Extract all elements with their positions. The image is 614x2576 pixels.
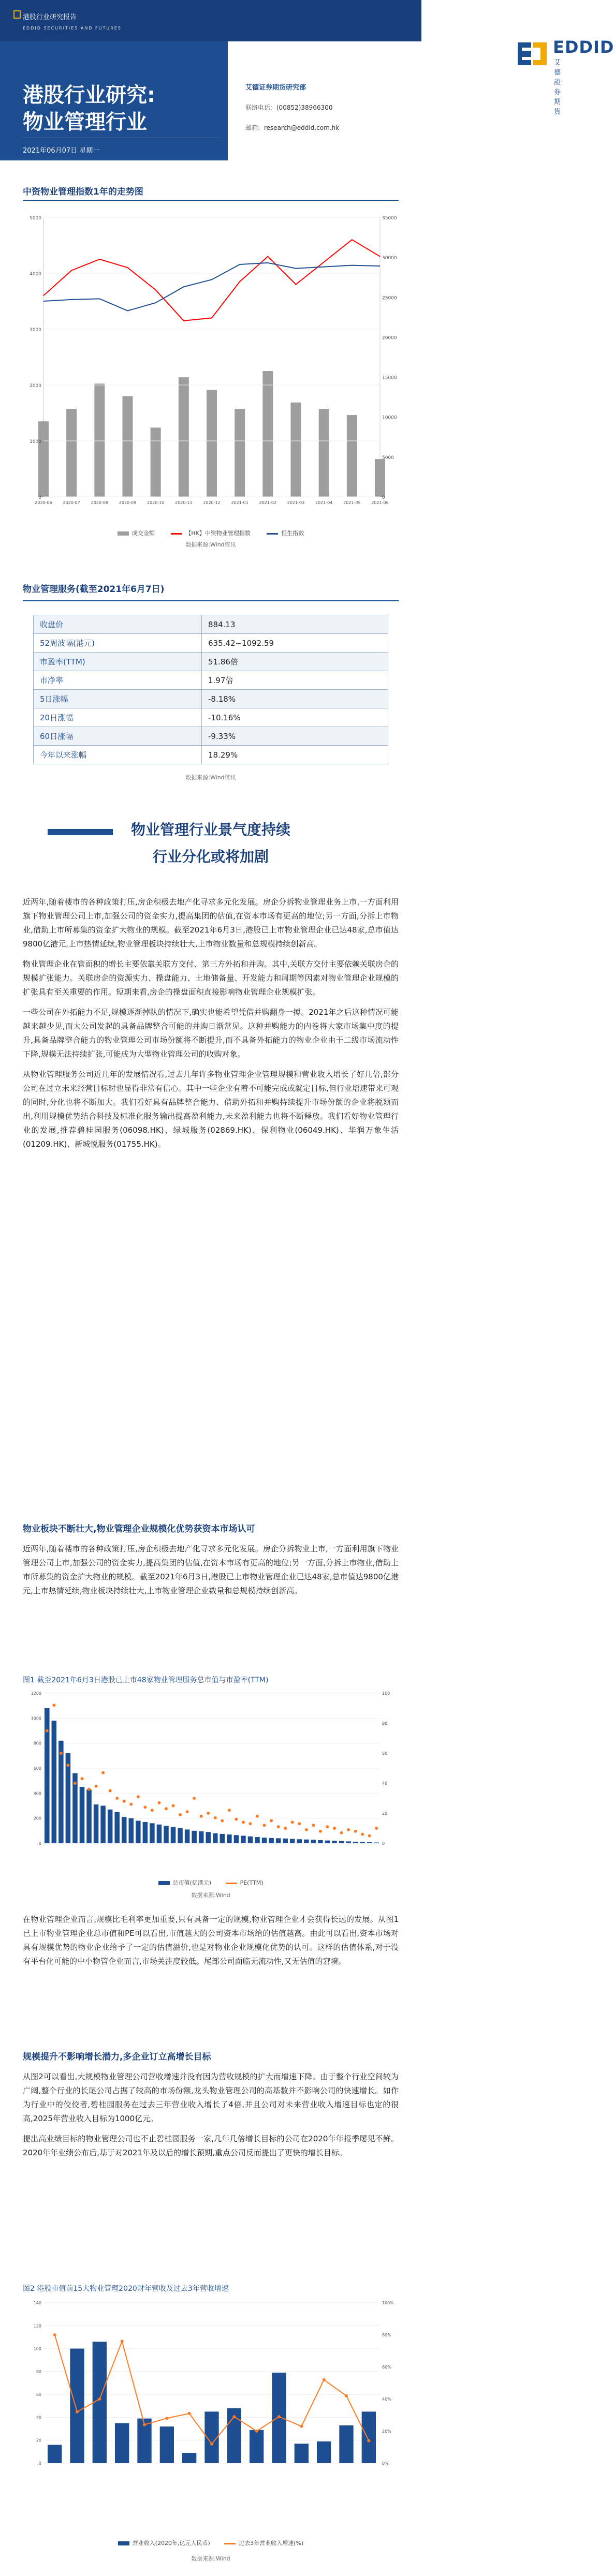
figure1-caption: 图1 截至2021年6月3日港股已上市48家物业管理服务总市值与市盈率(TTM) bbox=[23, 1676, 269, 1684]
legend-hsi-label: 恒生指数 bbox=[281, 530, 304, 537]
pe-point bbox=[109, 1789, 112, 1793]
pe-point bbox=[87, 1788, 91, 1791]
row-label: 今年以来涨幅 bbox=[34, 746, 202, 764]
y-left-tick: 1000 bbox=[30, 439, 41, 445]
growth-point bbox=[76, 2410, 79, 2414]
row-value: 884.13 bbox=[202, 615, 388, 634]
x-tick: 2021-01 bbox=[231, 500, 248, 505]
volume-bar bbox=[151, 427, 161, 497]
volume-bar bbox=[66, 409, 77, 497]
market-cap-bar bbox=[255, 1837, 260, 1843]
pm-index-line bbox=[43, 240, 380, 321]
report-date: 2021年06月07日 星期一 bbox=[23, 147, 100, 155]
pe-point bbox=[52, 1704, 55, 1707]
market-cap-bar bbox=[276, 1838, 281, 1843]
x-tick: 2020-11 bbox=[175, 500, 193, 505]
pe-point bbox=[298, 1822, 301, 1825]
pe-point bbox=[129, 1803, 133, 1806]
y-left-tick: 600 bbox=[33, 1766, 41, 1771]
y-left-tick: 400 bbox=[33, 1791, 41, 1796]
paragraph-6: 在物业管理企业而言,规模比毛利率更加重要,只有具备一定的规模,物业管理企业才会获得长远的发展。从图1已上市物业管理企业总市值和PE可以看出,市值越大的公司资本市场给的估值越高。由此可以看出,资本市场对具有规模优势的物业企业给予了一定的估值溢价,也是对物业企业规模化优势的认可。这样的估值体系,对于没有平台化可能的中小物管企业而言,市场关注度较低。尾部公司面临无流动性,又无估值的窘境。 bbox=[23, 1915, 399, 1966]
chart1-plot bbox=[30, 216, 397, 505]
market-cap-bar bbox=[185, 1829, 190, 1843]
market-cap-bar bbox=[157, 1825, 162, 1843]
index-trend-chart bbox=[23, 207, 399, 523]
x-tick: 2021-06 bbox=[371, 500, 389, 505]
volume-bar bbox=[347, 415, 357, 497]
y-right-tick: 20 bbox=[382, 1811, 388, 1816]
article-body-3 bbox=[23, 1913, 399, 1975]
market-cap-bar bbox=[52, 1721, 57, 1843]
y-left-tick: 0 bbox=[38, 1841, 41, 1846]
growth-point bbox=[143, 2423, 146, 2426]
row-label: 60日涨幅 bbox=[34, 727, 202, 746]
row-label: 市净率 bbox=[34, 671, 202, 690]
market-cap-bar bbox=[100, 1806, 106, 1844]
volume-bar bbox=[123, 396, 133, 497]
pe-point bbox=[354, 1830, 357, 1833]
report-title bbox=[23, 82, 155, 136]
x-tick: 2021-05 bbox=[343, 500, 361, 505]
market-cap-bar bbox=[227, 1834, 232, 1843]
y-left-tick: 800 bbox=[33, 1741, 41, 1746]
report-tag: 港股行业研究报告 bbox=[23, 13, 77, 21]
growth-point bbox=[121, 2340, 124, 2343]
article-body-1 bbox=[23, 895, 399, 1158]
pe-point bbox=[340, 1831, 343, 1834]
growth-point bbox=[165, 2417, 168, 2420]
y-left-tick: 1000 bbox=[31, 1716, 41, 1721]
y-right-tick: 5000 bbox=[382, 455, 394, 461]
table-source: 数据来源:Wind资讯 bbox=[185, 774, 236, 781]
hsi-line bbox=[43, 263, 380, 311]
pe-point bbox=[270, 1819, 273, 1823]
y-right-tick: 40% bbox=[382, 2397, 391, 2402]
subheading-1: 物业板块不断壮大,物业管理企业规模化优势获资本市场认可 bbox=[23, 1524, 255, 1534]
org-name: 艾德证券期货研究部 bbox=[245, 84, 306, 92]
article-body-2 bbox=[23, 1542, 399, 1604]
paragraph-1: 近两年,随着楼市的各种政策打压,房企积极去地产化寻求多元化发展。房企分拆物业管理业务上市,一方面利用旗下物业管理公司上市,加强公司的资金实力,提高集团的估值,在资本市场有更高的地位;另一方面,分拆上市物业,借助上市所募集的资金扩大物业的规模。截至2021年6月3日,港股已上市物业管理企业已达48家,总市值达9800亿港元,上市热情延续,物业管理板块持续壮大,上市物业数量和总规模持续创新高。 bbox=[23, 897, 399, 949]
pe-point bbox=[207, 1812, 210, 1815]
revenue-bar bbox=[115, 2423, 129, 2464]
row-label: 20日涨幅 bbox=[34, 708, 202, 727]
section2-rule bbox=[23, 600, 399, 601]
pe-point bbox=[137, 1795, 140, 1798]
legend-market-cap bbox=[158, 1879, 212, 1886]
title-line-1: 港股行业研究: bbox=[23, 83, 155, 107]
pe-point bbox=[228, 1809, 231, 1812]
y-right-tick: 35000 bbox=[382, 216, 397, 221]
y-left-tick: 4000 bbox=[30, 272, 41, 277]
market-cap-bar bbox=[220, 1834, 225, 1843]
y-right-tick: 60 bbox=[382, 1751, 388, 1756]
row-value: -10.16% bbox=[202, 708, 388, 727]
y-right-tick: 60% bbox=[382, 2365, 391, 2370]
y-left-tick: 20 bbox=[36, 2438, 41, 2443]
revenue-bar bbox=[48, 2445, 62, 2463]
y-left-tick: 80 bbox=[36, 2369, 41, 2374]
growth-point bbox=[300, 2425, 303, 2428]
pe-point bbox=[80, 1777, 83, 1780]
legend-pm-label: 【HK】中资物业管理指数 bbox=[185, 530, 251, 537]
report-subtag: EDDID SECURITIES AND FUTURES bbox=[23, 26, 122, 31]
revenue-growth-chart bbox=[23, 2298, 399, 2536]
article-body-4 bbox=[23, 2070, 399, 2166]
table-row bbox=[34, 615, 388, 634]
y-right-tick: 0 bbox=[382, 495, 385, 500]
paragraph-2: 物业管理企业在管面积的增长主要依靠关联方交付、第三方外拓和并购。其中,关联方交付主要依赖关联房企的规模扩张能力。关联房企的资源实力、操盘能力、土地储备量、开发能力和周期等因素对物业管理企业规模的扩张具有至关重要的作用。短期来看,房企的操盘面积直接影响物业管理企业规模扩张。 bbox=[23, 959, 399, 997]
revenue-bar bbox=[70, 2349, 84, 2463]
pe-point bbox=[214, 1816, 217, 1819]
market-cap-bar bbox=[150, 1823, 155, 1843]
growth-point bbox=[232, 2415, 236, 2418]
row-value: -9.33% bbox=[202, 727, 388, 746]
chart1-legend bbox=[0, 529, 421, 537]
market-cap-bar bbox=[332, 1841, 337, 1843]
market-cap-bar bbox=[143, 1822, 148, 1843]
chart1-source: 数据来源:Wind资讯 bbox=[185, 541, 236, 548]
row-value: 1.97倍 bbox=[202, 671, 388, 690]
pe-point bbox=[291, 1820, 294, 1824]
row-label: 5日涨幅 bbox=[34, 690, 202, 708]
y-right-tick: 0% bbox=[382, 2461, 389, 2466]
y-right-tick: 40 bbox=[382, 1781, 388, 1786]
pe-point bbox=[248, 1822, 252, 1825]
revenue-bar bbox=[362, 2411, 376, 2463]
market-cap-bar bbox=[283, 1839, 288, 1843]
table-row bbox=[34, 671, 388, 690]
legend-volume-label: 成交金额 bbox=[131, 530, 155, 537]
volume-bar bbox=[94, 383, 105, 497]
legend-cap-label: 总市值(亿港元) bbox=[172, 1879, 212, 1886]
volume-bar bbox=[38, 421, 49, 497]
revenue-bar bbox=[182, 2453, 196, 2463]
y-right-tick: 80 bbox=[382, 1721, 388, 1726]
pe-point bbox=[101, 1771, 105, 1774]
figure2-legend bbox=[0, 2539, 421, 2547]
pe-point bbox=[284, 1827, 287, 1830]
paragraph-8: 提出高业绩目标的物业管理公司也不止碧桂园服务一家,几年几倍增长目标的公司在2020年年报季屡见不鲜。2020年年业绩公布后,基于对2021年及以后的增长预期,重点公司反而提出了更快的增长目标。 bbox=[23, 2134, 399, 2157]
y-left-tick: 3000 bbox=[30, 328, 41, 333]
legend-revenue-label: 营业收入(2020年,亿元人民币) bbox=[132, 2540, 210, 2547]
growth-point bbox=[323, 2378, 326, 2381]
x-tick: 2021-04 bbox=[315, 500, 333, 505]
market-cap-bar bbox=[86, 1789, 92, 1843]
figure1-source: 数据来源:Wind bbox=[191, 1892, 230, 1899]
legend-swatch-revenue bbox=[118, 2541, 129, 2545]
y-left-tick: 5000 bbox=[30, 216, 41, 221]
y-left-tick: 2000 bbox=[30, 383, 41, 389]
phone-value: (00852)38966300 bbox=[276, 104, 333, 111]
pe-point bbox=[193, 1797, 196, 1800]
pe-point bbox=[256, 1815, 259, 1818]
pe-point bbox=[186, 1810, 189, 1813]
pe-point bbox=[66, 1764, 69, 1767]
pe-point bbox=[74, 1782, 77, 1785]
y-left-tick: 200 bbox=[33, 1816, 41, 1821]
pe-point bbox=[151, 1809, 154, 1812]
stats-tbody bbox=[34, 615, 388, 764]
y-left-tick: 100 bbox=[33, 2346, 41, 2351]
y-right-tick: 0 bbox=[382, 1841, 385, 1846]
figure2-source: 数据来源:Wind bbox=[191, 2555, 230, 2562]
y-right-tick: 20000 bbox=[382, 335, 397, 341]
market-cap-bar bbox=[269, 1838, 274, 1843]
pe-point bbox=[221, 1819, 224, 1823]
market-cap-bar bbox=[122, 1817, 127, 1843]
paragraph-5: 近两年,随着楼市的各种政策打压,房企积极去地产化寻求多元化发展。房企分拆物业上市,一方面利用旗下物业管理公司上市,加强公司的资金实力,提高集团的估值,在资本市场有更高的地位;另一方面,分拆上市物业,借助上市所募集的资金扩大物业的规模。截至2021年6月3日,港股已上市物业管理企业已达48家,总市值达9800亿港元,上市热情延续,物业板块持续壮大,上市物业管理企业数量和总规模持续创新高。 bbox=[23, 1544, 399, 1595]
legend-pe bbox=[226, 1879, 264, 1886]
legend-volume bbox=[118, 530, 155, 537]
table-row bbox=[34, 653, 388, 671]
legend-swatch-cap bbox=[158, 1881, 170, 1885]
hero bbox=[0, 37, 614, 160]
y-right-tick: 30000 bbox=[382, 256, 397, 261]
revenue-bar bbox=[295, 2444, 309, 2463]
pe-point bbox=[123, 1800, 126, 1803]
table-row bbox=[34, 708, 388, 727]
market-cap-bar bbox=[192, 1831, 197, 1843]
market-cap-bar bbox=[248, 1837, 253, 1843]
growth-point bbox=[188, 2412, 191, 2415]
pe-point bbox=[305, 1828, 308, 1831]
pe-point bbox=[200, 1815, 203, 1818]
volume-bar bbox=[179, 377, 189, 497]
section2-title: 物业管理服务(截至2021年6月7日) bbox=[23, 584, 165, 595]
market-cap-bar bbox=[367, 1842, 372, 1843]
pe-point bbox=[375, 1827, 378, 1830]
legend-swatch-pm bbox=[171, 533, 182, 535]
y-left-tick: 60 bbox=[36, 2392, 41, 2397]
x-tick: 2021-02 bbox=[259, 500, 277, 505]
market-stats-table bbox=[33, 615, 388, 764]
pe-point bbox=[277, 1825, 280, 1828]
growth-point bbox=[367, 2439, 370, 2442]
market-cap-bar bbox=[108, 1810, 113, 1843]
pe-point bbox=[361, 1833, 364, 1836]
section1-rule bbox=[23, 200, 399, 201]
growth-point bbox=[210, 2442, 213, 2446]
y-left-tick: 0 bbox=[38, 495, 41, 500]
pe-point bbox=[157, 1801, 160, 1804]
paragraph-4: 从物业管理服务公司近几年的发展情况看,过去几年许多物业管理企业管理规模和营业收入增长了好几倍,部分公司在过立未来经营目标时也显得非常有信心。其中一些企业有着不可能完成或就定目标,但行业增速带来可观的同时,分化也将不断加大。我们看好具有品牌整合能力、借助外拓和并购持续提升市场份额的企业将脱颖而出,利用规模优势结合科技及标准化服务输出提高盈利能力,未来盈利能力也将不断释放。我们看好物业管理行业的发展,推荐碧桂园服务(06098.HK)、绿城服务(02869.HK)、保利物业(06049.HK)、华润万象生活(01209.HK)、新城悦服务(01755.HK)。 bbox=[23, 1070, 399, 1149]
legend-swatch-pe bbox=[226, 1883, 237, 1884]
market-cap-bar bbox=[241, 1836, 246, 1844]
legend-growth-label: 过去3年营业收入增速(%) bbox=[239, 2540, 304, 2547]
market-cap-bar bbox=[178, 1828, 183, 1843]
legend-growth bbox=[224, 2540, 303, 2547]
market-cap-bar bbox=[234, 1835, 239, 1843]
market-cap-bar bbox=[94, 1804, 99, 1843]
pe-point bbox=[242, 1820, 245, 1824]
pe-point bbox=[326, 1825, 329, 1828]
paragraph-3: 一些公司在外拓能力不足,规模逐渐掉队的情况下,确实也能希望凭借并购翻身一搏。2021年之后这种情况可能越来越少见,而大公司发起的具备品牌整合可能的并购日渐常见。这种并购能力的内卷将大家市场集中度的提升,具备品牌整合能力的物业管理公司市场份额将不断提升,而不具备外拓能力的物业企业由于二级市场流动性下降,规模无法持续扩张,可能成为大型物业管理公司的收购对象。 bbox=[23, 1008, 399, 1059]
pe-point bbox=[60, 1752, 63, 1755]
section1-title: 中资物业管理指数1年的走势图 bbox=[23, 187, 143, 197]
pe-point bbox=[46, 1729, 49, 1733]
row-label: 52周波幅(港元) bbox=[34, 634, 202, 653]
y-right-tick: 100% bbox=[382, 2301, 394, 2305]
market-cap-pe-chart bbox=[23, 1688, 399, 1874]
row-label: 市盈率(TTM) bbox=[34, 653, 202, 671]
chart2-plot bbox=[31, 1691, 390, 1846]
x-tick: 2020-10 bbox=[147, 500, 165, 505]
legend-swatch-volume bbox=[118, 531, 129, 536]
revenue-bar bbox=[317, 2441, 331, 2463]
legend-revenue bbox=[118, 2540, 210, 2547]
email-value[interactable]: research@eddid.com.hk bbox=[264, 124, 340, 131]
row-value: 18.29% bbox=[202, 746, 388, 764]
revenue-bar bbox=[160, 2426, 174, 2463]
y-right-tick: 15000 bbox=[382, 375, 397, 381]
pe-point bbox=[263, 1824, 266, 1827]
market-cap-bar bbox=[262, 1838, 267, 1843]
revenue-bar bbox=[250, 2430, 264, 2463]
market-cap-bar bbox=[171, 1827, 176, 1843]
market-cap-bar bbox=[290, 1839, 295, 1843]
pe-point bbox=[368, 1834, 371, 1838]
legend-swatch-growth bbox=[224, 2543, 236, 2544]
brand-name: EDDID bbox=[553, 37, 614, 57]
market-cap-bar bbox=[297, 1839, 302, 1843]
revenue-bar bbox=[93, 2342, 107, 2463]
x-tick: 2020-07 bbox=[63, 500, 80, 505]
revenue-bar bbox=[339, 2425, 353, 2463]
pe-point bbox=[235, 1818, 238, 1821]
y-left-tick: 0 bbox=[38, 2461, 41, 2466]
table-row bbox=[34, 746, 388, 764]
phone-row bbox=[245, 103, 416, 112]
pe-point bbox=[179, 1813, 182, 1816]
x-tick: 2020-08 bbox=[91, 500, 109, 505]
row-label: 收盘价 bbox=[34, 615, 202, 634]
phone-label: 联络电话: bbox=[245, 104, 273, 111]
y-left-tick: 1200 bbox=[31, 1691, 41, 1696]
volume-bar bbox=[319, 409, 329, 497]
row-value: 51.86倍 bbox=[202, 653, 388, 671]
growth-point bbox=[277, 2415, 281, 2418]
growth-point bbox=[98, 2397, 101, 2401]
market-cap-bar bbox=[206, 1832, 211, 1843]
article-heading-2: 行业分化或将加剧 bbox=[152, 848, 269, 865]
legend-pm-index bbox=[171, 530, 250, 537]
top-banner bbox=[0, 0, 421, 41]
market-cap-bar bbox=[136, 1821, 141, 1844]
y-right-tick: 80% bbox=[382, 2333, 391, 2337]
brand-cn: 艾德證券期貨 bbox=[554, 59, 561, 116]
row-value: 635.42~1092.59 bbox=[202, 634, 388, 653]
market-cap-bar bbox=[59, 1741, 64, 1843]
article-heading-1: 物业管理行业景气度持续 bbox=[130, 821, 290, 838]
table-row bbox=[34, 727, 388, 746]
contact-block bbox=[245, 82, 416, 132]
pe-point bbox=[115, 1797, 119, 1800]
market-cap-bar bbox=[311, 1840, 316, 1843]
title-line-2: 物业管理行业 bbox=[23, 110, 147, 134]
market-cap-bar bbox=[360, 1842, 365, 1843]
hero-title-panel bbox=[0, 41, 228, 160]
figure1-legend bbox=[0, 1878, 421, 1887]
legend-pe-label: PE(TTM) bbox=[240, 1879, 264, 1886]
email-row bbox=[245, 123, 416, 132]
chart3-plot bbox=[34, 2301, 394, 2466]
market-cap-bar bbox=[129, 1818, 134, 1843]
market-cap-bar bbox=[45, 1708, 50, 1843]
x-tick: 2020-12 bbox=[203, 500, 221, 505]
volume-bar bbox=[262, 371, 273, 497]
market-cap-bar bbox=[199, 1831, 204, 1843]
legend-hsi bbox=[267, 530, 304, 537]
figure2-caption: 图2 港股市值前15大物业管理2020财年营收及过去3年营收增速 bbox=[23, 2285, 229, 2293]
legend-swatch-hsi bbox=[267, 533, 278, 535]
market-cap-bar bbox=[304, 1840, 309, 1843]
market-cap-bar bbox=[346, 1841, 351, 1843]
report-icon bbox=[13, 10, 21, 19]
volume-bar bbox=[207, 390, 217, 497]
eddid-logo-icon bbox=[518, 36, 549, 65]
pe-point bbox=[347, 1828, 350, 1831]
market-cap-bar bbox=[114, 1812, 120, 1843]
y-left-tick: 140 bbox=[33, 2301, 41, 2305]
paragraph-7: 从图2可以看出,大规模物业管理公司营收增速并没有因为营收规模的扩大而增速下降。由于整个行业空间较为广阔,整个行业的长尾公司占据了较高的市场份额,龙头物业管理公司的高基数并不影响公司的快速增长。如作为行业中的佼佼者,碧桂园服务在过去三年营业收入增长了4倍,并且公司对未来营业收入增速目标也定的很高,2025年营业收入目标为1000亿元。 bbox=[23, 2072, 399, 2123]
pe-point bbox=[165, 1807, 168, 1810]
market-cap-bar bbox=[353, 1842, 358, 1843]
y-right-tick: 100 bbox=[382, 1691, 390, 1696]
volume-bar bbox=[291, 403, 301, 497]
growth-point bbox=[255, 2430, 258, 2433]
y-left-tick: 120 bbox=[33, 2323, 41, 2329]
volume-bar bbox=[235, 409, 245, 497]
table-row bbox=[34, 634, 388, 653]
y-right-tick: 25000 bbox=[382, 295, 397, 301]
y-right-tick: 10000 bbox=[382, 415, 397, 421]
growth-point bbox=[53, 2333, 56, 2336]
x-tick: 2021-03 bbox=[287, 500, 305, 505]
x-tick: 2020-09 bbox=[119, 500, 137, 505]
market-cap-bar bbox=[80, 1787, 85, 1843]
volume-bar bbox=[375, 459, 385, 497]
pe-point bbox=[172, 1804, 175, 1808]
pe-point bbox=[312, 1824, 315, 1827]
market-cap-bar bbox=[318, 1840, 323, 1843]
hero-contact-panel bbox=[228, 37, 614, 160]
email-label: 邮箱: bbox=[245, 124, 260, 131]
row-value: -8.18% bbox=[202, 690, 388, 708]
market-cap-bar bbox=[325, 1841, 330, 1843]
pe-point bbox=[333, 1827, 336, 1830]
y-left-tick: 40 bbox=[36, 2415, 41, 2420]
subheading-2: 规模提升不影响增长潜力,多企业订立高增长目标 bbox=[23, 2052, 211, 2062]
pe-point bbox=[319, 1830, 322, 1833]
y-right-tick: 20% bbox=[382, 2429, 391, 2434]
growth-point bbox=[345, 2394, 348, 2397]
x-tick: 2020-06 bbox=[35, 500, 52, 505]
market-cap-bar bbox=[213, 1833, 218, 1843]
pe-point bbox=[95, 1785, 98, 1788]
market-cap-bar bbox=[164, 1826, 169, 1843]
market-cap-bar bbox=[339, 1841, 344, 1843]
table-row bbox=[34, 690, 388, 708]
pe-point bbox=[143, 1805, 147, 1809]
